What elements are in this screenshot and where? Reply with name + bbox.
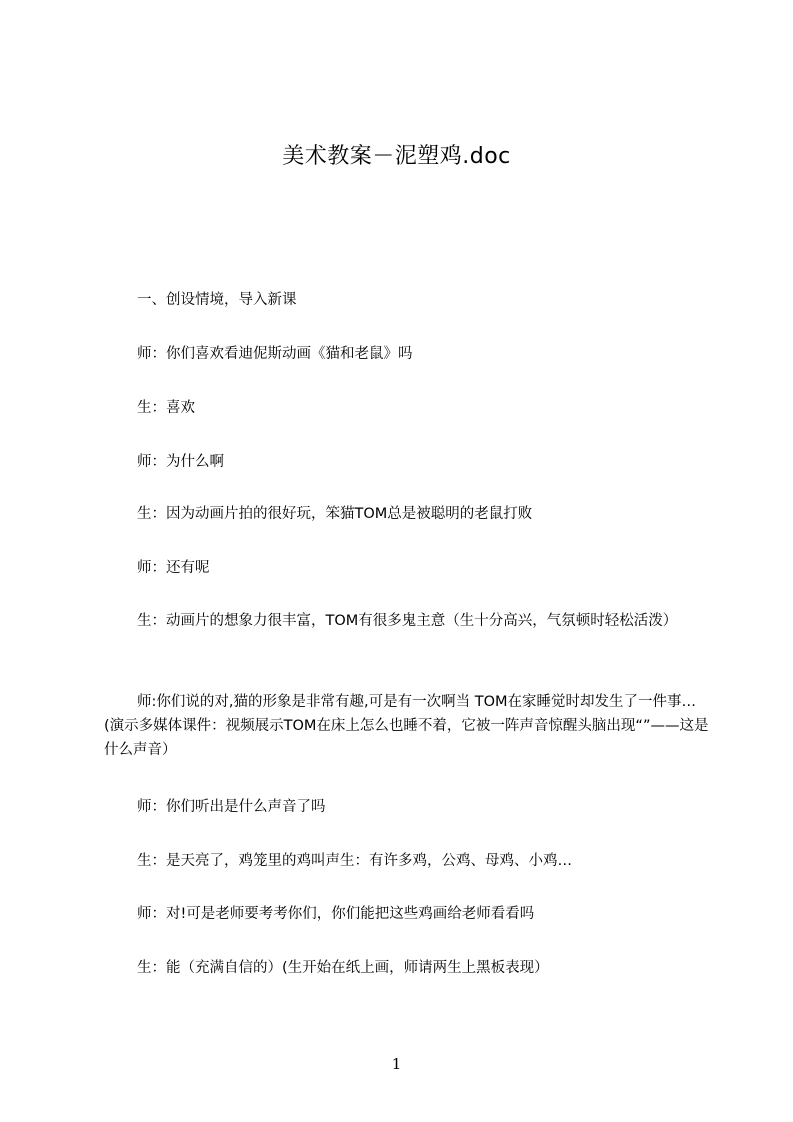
paragraph-5: 生：因为动画片拍的很好玩，笨猫TOM总是被聪明的老鼠打败 bbox=[137, 506, 533, 522]
paragraph-4: 师：为什么啊 bbox=[137, 454, 224, 470]
paragraph-3: 生：喜欢 bbox=[137, 400, 195, 416]
paragraph-12: 生：能（充满自信的）(生开始在纸上画，师请两生上黑板表现） bbox=[137, 960, 549, 976]
paragraph-9: 师：你们听出是什么声音了吗 bbox=[137, 799, 326, 815]
document-title: 美术教案－泥塑鸡.doc bbox=[282, 144, 511, 169]
paragraph-11: 师：对!可是老师要考考你们，你们能把这些鸡画给老师看看吗 bbox=[137, 906, 535, 922]
page-number: 1 bbox=[391, 1055, 402, 1073]
paragraph-7: 生：动画片的想象力很丰富，TOM有很多鬼主意（生十分高兴，气氛顿时轻松活泼） bbox=[137, 613, 678, 629]
paragraph-6: 师：还有呢 bbox=[137, 560, 210, 576]
paragraph-10: 生：是天亮了，鸡笼里的鸡叫声生：有许多鸡，公鸡、母鸡、小鸡… bbox=[137, 853, 572, 869]
paragraph-8: 师:你们说的对,猫的形象是非常有趣,可是有一次啊当 TOM在家睡觉时却发生了一件事…(演示多媒体课件：视频展示TOM在床上怎么也睡不着，它被一阵声音惊醒头脑出现“”——这是什么声音） bbox=[104, 694, 709, 758]
paragraph-2: 师：你们喜欢看迪伲斯动画《猫和老鼠》吗 bbox=[137, 346, 413, 362]
paragraph-1: 一、创设情境，导入新课 bbox=[137, 292, 297, 308]
